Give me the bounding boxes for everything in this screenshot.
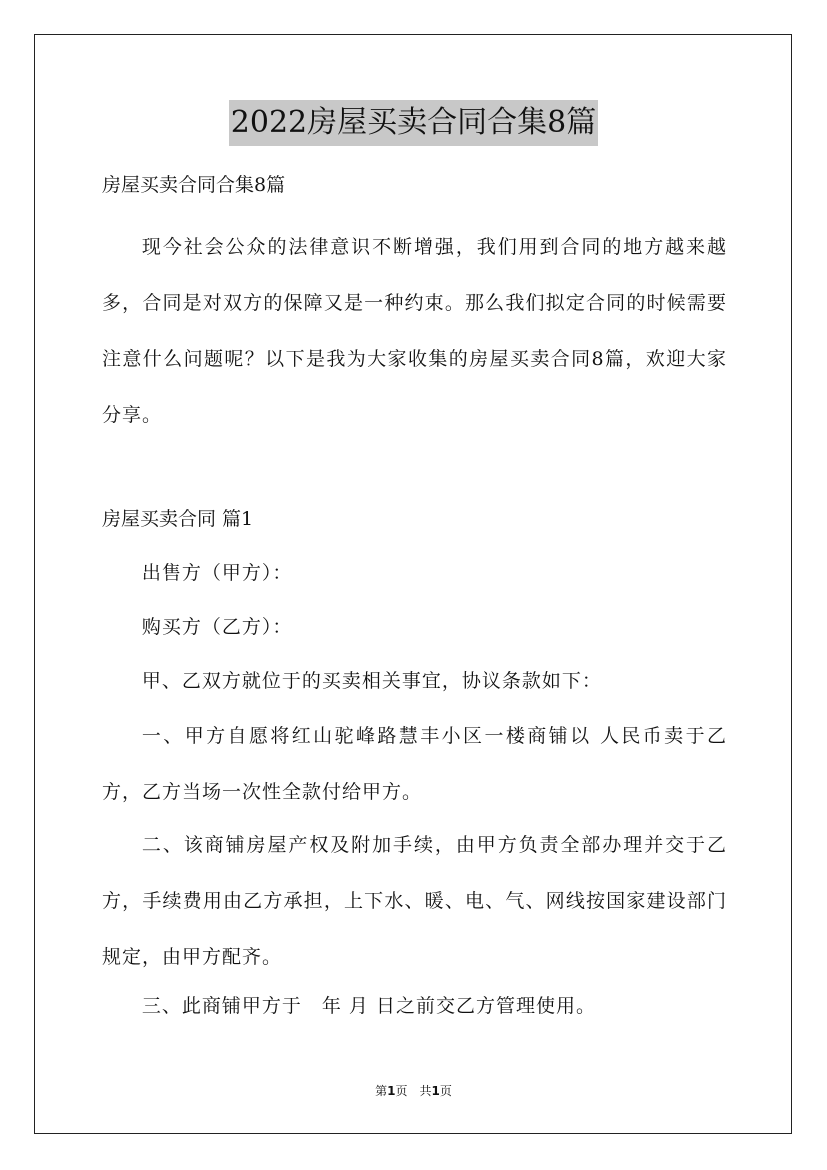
section-heading: 房屋买卖合同 篇1 (102, 508, 254, 530)
current-page-number: 1 (387, 1084, 396, 1098)
intro-paragraph: 现今社会公众的法律意识不断增强，我们用到合同的地方越来越多，合同是对双方的保障又是一种约束。那么我们拟定合同的时候需要注意什么问题呢？以下是我为大家收集的房屋买卖合同8篇，欢迎大家分享。 (102, 236, 727, 426)
footer-suffix: 页 (439, 1084, 452, 1098)
footer-mid: 页 共 (395, 1084, 432, 1098)
clause-2: 二、该商铺房屋产权及附加手续，由甲方负责全部办理并交于乙方，手续费用由乙方承担，上下水、暖、电、气、网线按国家建设部门规定，由甲方配齐。 (102, 834, 727, 968)
total-page-number: 1 (431, 1084, 440, 1098)
title-wrap (0, 100, 827, 146)
clause-seller: 出售方（甲方）： (141, 562, 293, 584)
clause-intro: 甲、乙双方就位于的买卖相关事宜，协议条款如下： (141, 670, 602, 692)
subtitle: 房屋买卖合同合集8篇 (102, 174, 286, 196)
document-title: 2022房屋买卖合同合集8篇 (229, 100, 598, 146)
clause-3: 三、此商铺甲方于 年 月 日之前交乙方管理使用。 (141, 995, 596, 1017)
footer-prefix: 第 (375, 1084, 388, 1098)
clause-buyer: 购买方（乙方）： (141, 616, 293, 638)
clause-1: 一、甲方自愿将红山驼峰路慧丰小区一楼商铺以 人民币卖于乙方，乙方当场一次性全款付给甲方。 (102, 725, 727, 803)
page-footer (0, 1082, 827, 1099)
